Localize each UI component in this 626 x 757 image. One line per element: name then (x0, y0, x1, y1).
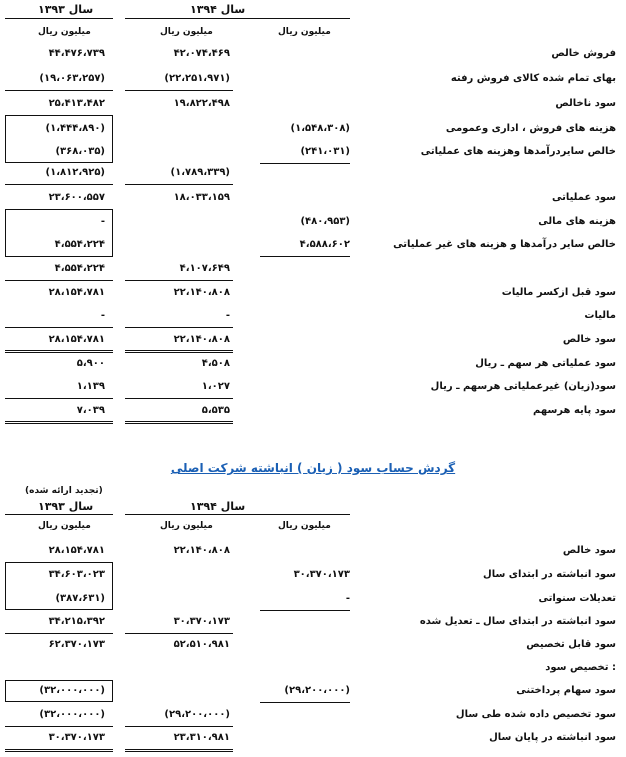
row-value-1393: ۱،۱۳۹ (76, 381, 105, 392)
row-value-1393: (۳۸۷،۶۳۱) (55, 593, 105, 604)
subtotal-rule (5, 398, 113, 399)
row-value-1393: ۳۴،۶۰۳،۰۲۳ (48, 569, 105, 580)
row-value-1394: ۱،۰۲۷ (201, 381, 230, 392)
unit-label-c1: میلیون ریال (38, 27, 91, 37)
row-value-1394: - (225, 310, 230, 321)
row-value-1393: (۱،۸۱۲،۹۲۵) (45, 167, 105, 178)
subtotal-rule (260, 702, 350, 703)
row-value-1393: ۳۰،۳۷۰،۱۷۳ (48, 732, 105, 743)
row-value-1393: ۲۵،۴۱۳،۴۸۲ (48, 98, 105, 109)
total-double-rule (125, 350, 233, 353)
row-label: تعدیلات سنواتی (538, 593, 616, 604)
row-label: بهای تمام شده کالای فروش رفته (450, 73, 616, 84)
unit-label-c3: میلیون ریال (278, 27, 331, 37)
row-value-1393: ۲۸،۱۵۴،۷۸۱ (48, 545, 105, 556)
row-value-1393: - (100, 310, 105, 321)
total-double-rule (5, 350, 113, 353)
row-value-1393: ۵،۹۰۰ (76, 358, 105, 369)
row-label: فروش خالص (551, 48, 616, 59)
row-label: سود سهام پرداختنی (516, 685, 616, 696)
row-value-detail: (۱،۵۴۸،۳۰۸) (290, 123, 350, 134)
row-value-1393: (۱،۴۴۴،۸۹۰) (45, 123, 105, 134)
subtotal-rule (125, 398, 233, 399)
subtotal-rule (260, 610, 350, 611)
header-rule-c23 (125, 514, 350, 515)
subtotal-rule (260, 256, 350, 257)
total-double-rule (125, 749, 233, 752)
total-double-rule (125, 421, 233, 424)
row-value-1393: ۲۸،۱۵۴،۷۸۱ (48, 334, 105, 345)
row-value-1394: ۵۲،۵۱۰،۹۸۱ (173, 639, 230, 650)
row-value-1394: ۳۰،۳۷۰،۱۷۳ (173, 616, 230, 627)
row-label: سود قابل تخصیص (526, 639, 616, 650)
row-label: خالص سایر درآمدها و هزینه های غیر عملیاتی (393, 239, 616, 250)
row-value-1394: (۱،۷۸۹،۳۳۹) (170, 167, 230, 178)
row-value-detail: (۲۹،۲۰۰،۰۰۰) (284, 685, 350, 696)
row-value-detail: (۲۴۱،۰۳۱) (300, 146, 350, 157)
row-label: هزینه های فروش ، اداری وعمومی (445, 123, 616, 134)
header-year-1394: سال ۱۳۹۴ (190, 500, 246, 513)
row-label: سود عملیاتی هر سهم ـ ریال (475, 358, 616, 369)
subtotal-rule (5, 633, 113, 634)
row-label: سود عملیاتی (551, 192, 616, 203)
row-label: خالص سایردرآمدها وهزینه های عملیاتی (420, 146, 616, 157)
row-value-1394: ۱۸،۰۳۳،۱۵۹ (173, 192, 230, 203)
subtotal-rule (125, 327, 233, 328)
row-label: سود قبل ازکسر مالیات (501, 287, 616, 298)
subtotal-rule (125, 90, 233, 91)
row-value-1394: ۴،۱۰۷،۶۴۹ (179, 263, 230, 274)
row-value-1394: ۵،۵۳۵ (201, 405, 230, 416)
row-label: سود ناخالص (555, 98, 616, 109)
unit-label-c3: میلیون ریال (278, 521, 331, 531)
row-label: سود انباشته در ابتدای سال ـ تعدیل شده (419, 616, 616, 627)
row-value-1393: ۴،۵۵۴،۲۲۴ (54, 239, 105, 250)
header-rule-c23 (125, 18, 350, 19)
row-label: هزینه های مالی (538, 216, 616, 227)
row-value-detail: - (345, 593, 350, 604)
row-label: تخصیص سود : (545, 662, 616, 673)
subtotal-rule (5, 280, 113, 281)
subtotal-rule (260, 163, 350, 164)
subtotal-rule (125, 280, 233, 281)
header-year-1393: سال ۱۳۹۳ (38, 3, 94, 16)
row-label: سود پایه هرسهم (533, 405, 616, 416)
subtotal-rule (125, 726, 233, 727)
unit-label-c2: میلیون ریال (160, 27, 213, 37)
row-value-1393: ۴۴،۴۷۶،۷۳۹ (48, 48, 105, 59)
subtotal-rule (125, 184, 233, 185)
row-value-1393: ۳۴،۲۱۵،۳۹۲ (48, 616, 105, 627)
retained-earnings-title: گردش حساب سود ( زیان ) انباشته شرکت اصلی (170, 461, 456, 475)
subtotal-rule (125, 633, 233, 634)
row-value-1393: (۳۲،۰۰۰،۰۰۰) (39, 685, 105, 696)
row-value-detail: ۴،۵۸۸،۶۰۲ (299, 239, 350, 250)
subtotal-rule (5, 90, 113, 91)
row-value-1394: ۲۳،۳۱۰،۹۸۱ (173, 732, 230, 743)
header-rule-c1 (5, 18, 113, 19)
row-label: سود خالص (562, 545, 616, 556)
header-year-1393: سال ۱۳۹۳ (38, 500, 94, 513)
subtotal-rule (5, 184, 113, 185)
header-rule-c1 (5, 514, 113, 515)
total-double-rule (5, 749, 113, 752)
row-value-1394: ۴،۵۰۸ (201, 358, 230, 369)
row-label: سود انباشته در ابتدای سال (483, 569, 616, 580)
row-value-1394: ۴۲،۰۷۴،۴۶۹ (173, 48, 230, 59)
unit-label-c1: میلیون ریال (38, 521, 91, 531)
row-label: مالیات (584, 310, 616, 321)
subtotal-rule (5, 726, 113, 727)
row-value-1393: ۶۲،۳۷۰،۱۷۳ (48, 639, 105, 650)
row-value-1393: (۳۶۸،۰۳۵) (55, 146, 105, 157)
row-value-detail: (۴۸۰،۹۵۳) (300, 216, 350, 227)
total-double-rule (5, 421, 113, 424)
row-value-1393: ۷،۰۳۹ (76, 405, 105, 416)
row-value-1393: - (100, 216, 105, 227)
header-year-1394: سال ۱۳۹۴ (190, 3, 246, 16)
row-value-1393: ۲۸،۱۵۴،۷۸۱ (48, 287, 105, 298)
row-label: سود(زیان) غیرعملیاتی هرسهم ـ ریال (430, 381, 616, 392)
row-value-1394: (۲۹،۲۰۰،۰۰۰) (164, 709, 230, 720)
row-value-1394: ۲۲،۱۴۰،۸۰۸ (173, 545, 230, 556)
row-value-1393: ۲۳،۶۰۰،۵۵۷ (48, 192, 105, 203)
row-value-1394: ۲۲،۱۴۰،۸۰۸ (173, 334, 230, 345)
row-value-1393: (۱۹،۰۶۳،۲۵۷) (39, 73, 105, 84)
row-label: سود خالص (562, 334, 616, 345)
row-value-detail: ۳۰،۳۷۰،۱۷۳ (293, 569, 350, 580)
row-value-1394: ۱۹،۸۲۲،۴۹۸ (173, 98, 230, 109)
row-value-1393: ۴،۵۵۴،۲۲۴ (54, 263, 105, 274)
row-label: سود انباشته در پایان سال (489, 732, 616, 743)
restated-note: (تجدید ارائه شده) (25, 486, 103, 496)
unit-label-c2: میلیون ریال (160, 521, 213, 531)
subtotal-rule (5, 327, 113, 328)
row-value-1394: (۲۲،۲۵۱،۹۷۱) (164, 73, 230, 84)
row-label: سود تخصیص داده شده طی سال (455, 709, 616, 720)
row-value-1394: ۲۲،۱۴۰،۸۰۸ (173, 287, 230, 298)
row-value-1393: (۳۲،۰۰۰،۰۰۰) (39, 709, 105, 720)
